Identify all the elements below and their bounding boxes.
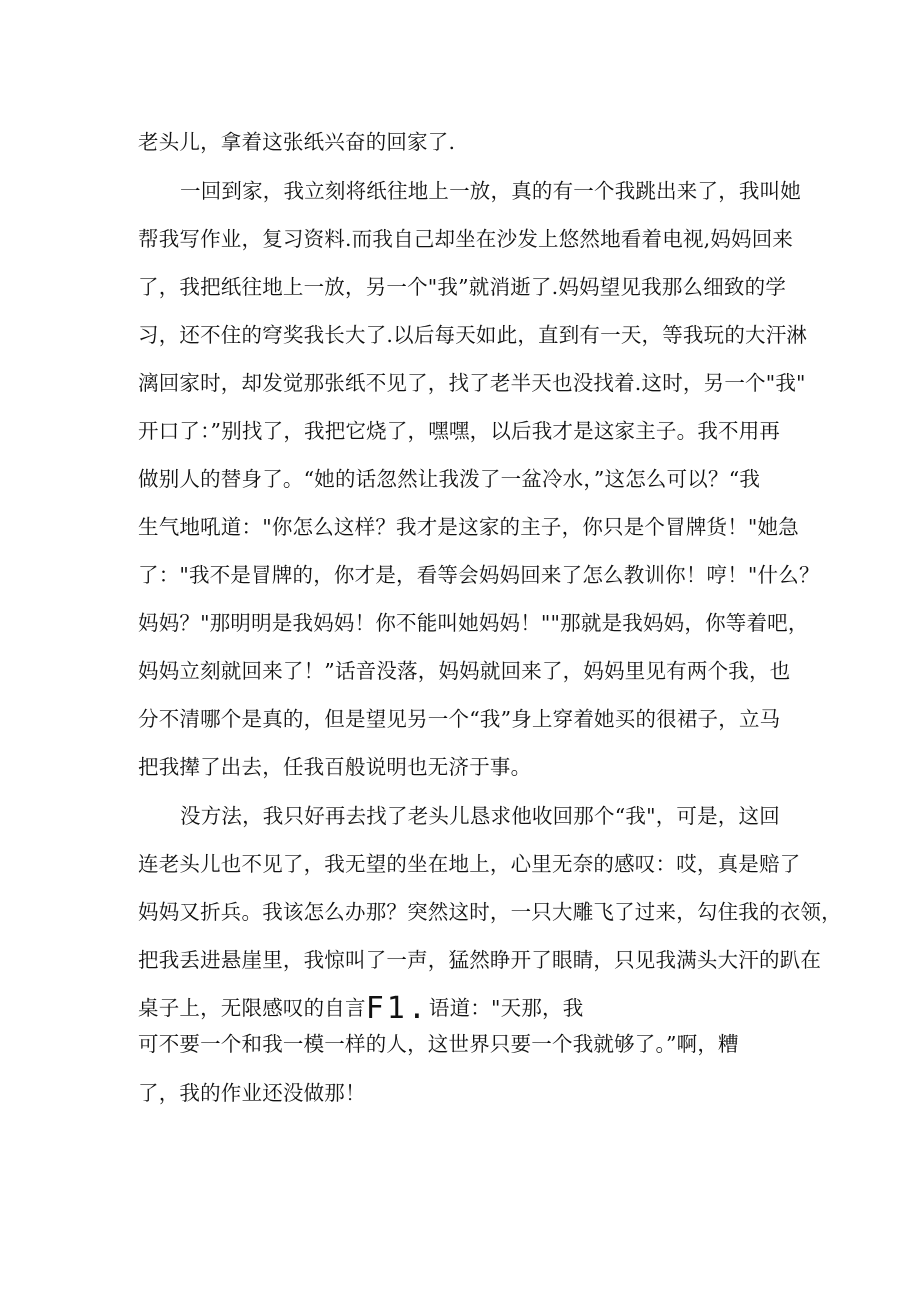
- text-line: 妈妈又折兵。我该怎么办那？突然这时，一只大雕飞了过来，勾住我的衣领，: [138, 900, 842, 924]
- text-line: 做别人的替身了。“她的话忽然让我泼了一盆冷水，”这怎么可以？“我: [138, 467, 761, 491]
- text-line: 分不清哪个是真的，但是望见另一个“我”身上穿着她买的很裙子，立马: [138, 707, 781, 731]
- text-line: 妈妈立刻就回来了！”话音没落，妈妈就回来了，妈妈里见有两个我，也: [138, 659, 791, 683]
- text-line: 漓回家时，却发觉那张纸不见了，找了老半天也没找着.这时，另一个"我": [138, 371, 806, 395]
- text-line: 妈妈？"那明明是我妈妈！你不能叫她妈妈！""那就是我妈妈，你等着吧，: [138, 611, 809, 635]
- text-segment: 桌子上，无限感叹的自言: [138, 996, 366, 1020]
- text-line-with-artifact: [138, 991, 584, 1026]
- text-line: 可不要一个和我一模一样的人，这世界只要一个我就够了。”啊，糟: [138, 1032, 739, 1056]
- text-line: 生气地吼道："你怎么这样？我才是这家的主子，你只是个冒牌货！"她急: [138, 515, 799, 539]
- text-line: 了，我把纸往地上一放，另一个"我”就消逝了.妈妈望见我那么细致的学: [138, 275, 787, 299]
- text-line: 连老头儿也不见了，我无望的坐在地上，心里无奈的感叹：哎，真是赔了: [138, 852, 801, 876]
- text-line: 帮我写作业，复习资料.而我自己却坐在沙发上悠然地看着电视,妈妈回来: [138, 227, 794, 251]
- text-line: 了，我的作业还没做那！: [138, 1081, 366, 1105]
- paragraph-start-line: 没方法，我只好再去找了老头儿恳求他收回那个“我"，可是，这回: [180, 804, 780, 828]
- text-line: 把我撵了出去，任我百般说明也无济于事。: [138, 755, 532, 779]
- paragraph-start-line: 一回到家，我立刻将纸往地上一放，真的有一个我跳出来了，我叫她: [180, 179, 801, 203]
- text-segment: 语道："天那，我: [428, 996, 584, 1020]
- ocr-artifact-text: F1.: [365, 991, 429, 1026]
- text-line: 习，还不住的穹奖我长大了.以后每天如此，直到有一天，等我玩的大汗淋: [138, 323, 808, 347]
- text-line: 了："我不是冒牌的，你才是，看等会妈妈回来了怎么教训你！哼！"什么？: [138, 563, 820, 587]
- text-line: 开口了：”别找了，我把它烧了，嘿嘿，以后我才是这家主子。我不用再: [138, 419, 781, 443]
- text-line: 把我丢进悬崖里，我惊叫了一声，猛然睁开了眼睛，只见我满头大汗的趴在: [138, 948, 822, 972]
- text-line: 老头儿，拿着这张纸兴奋的回家了.: [138, 130, 456, 154]
